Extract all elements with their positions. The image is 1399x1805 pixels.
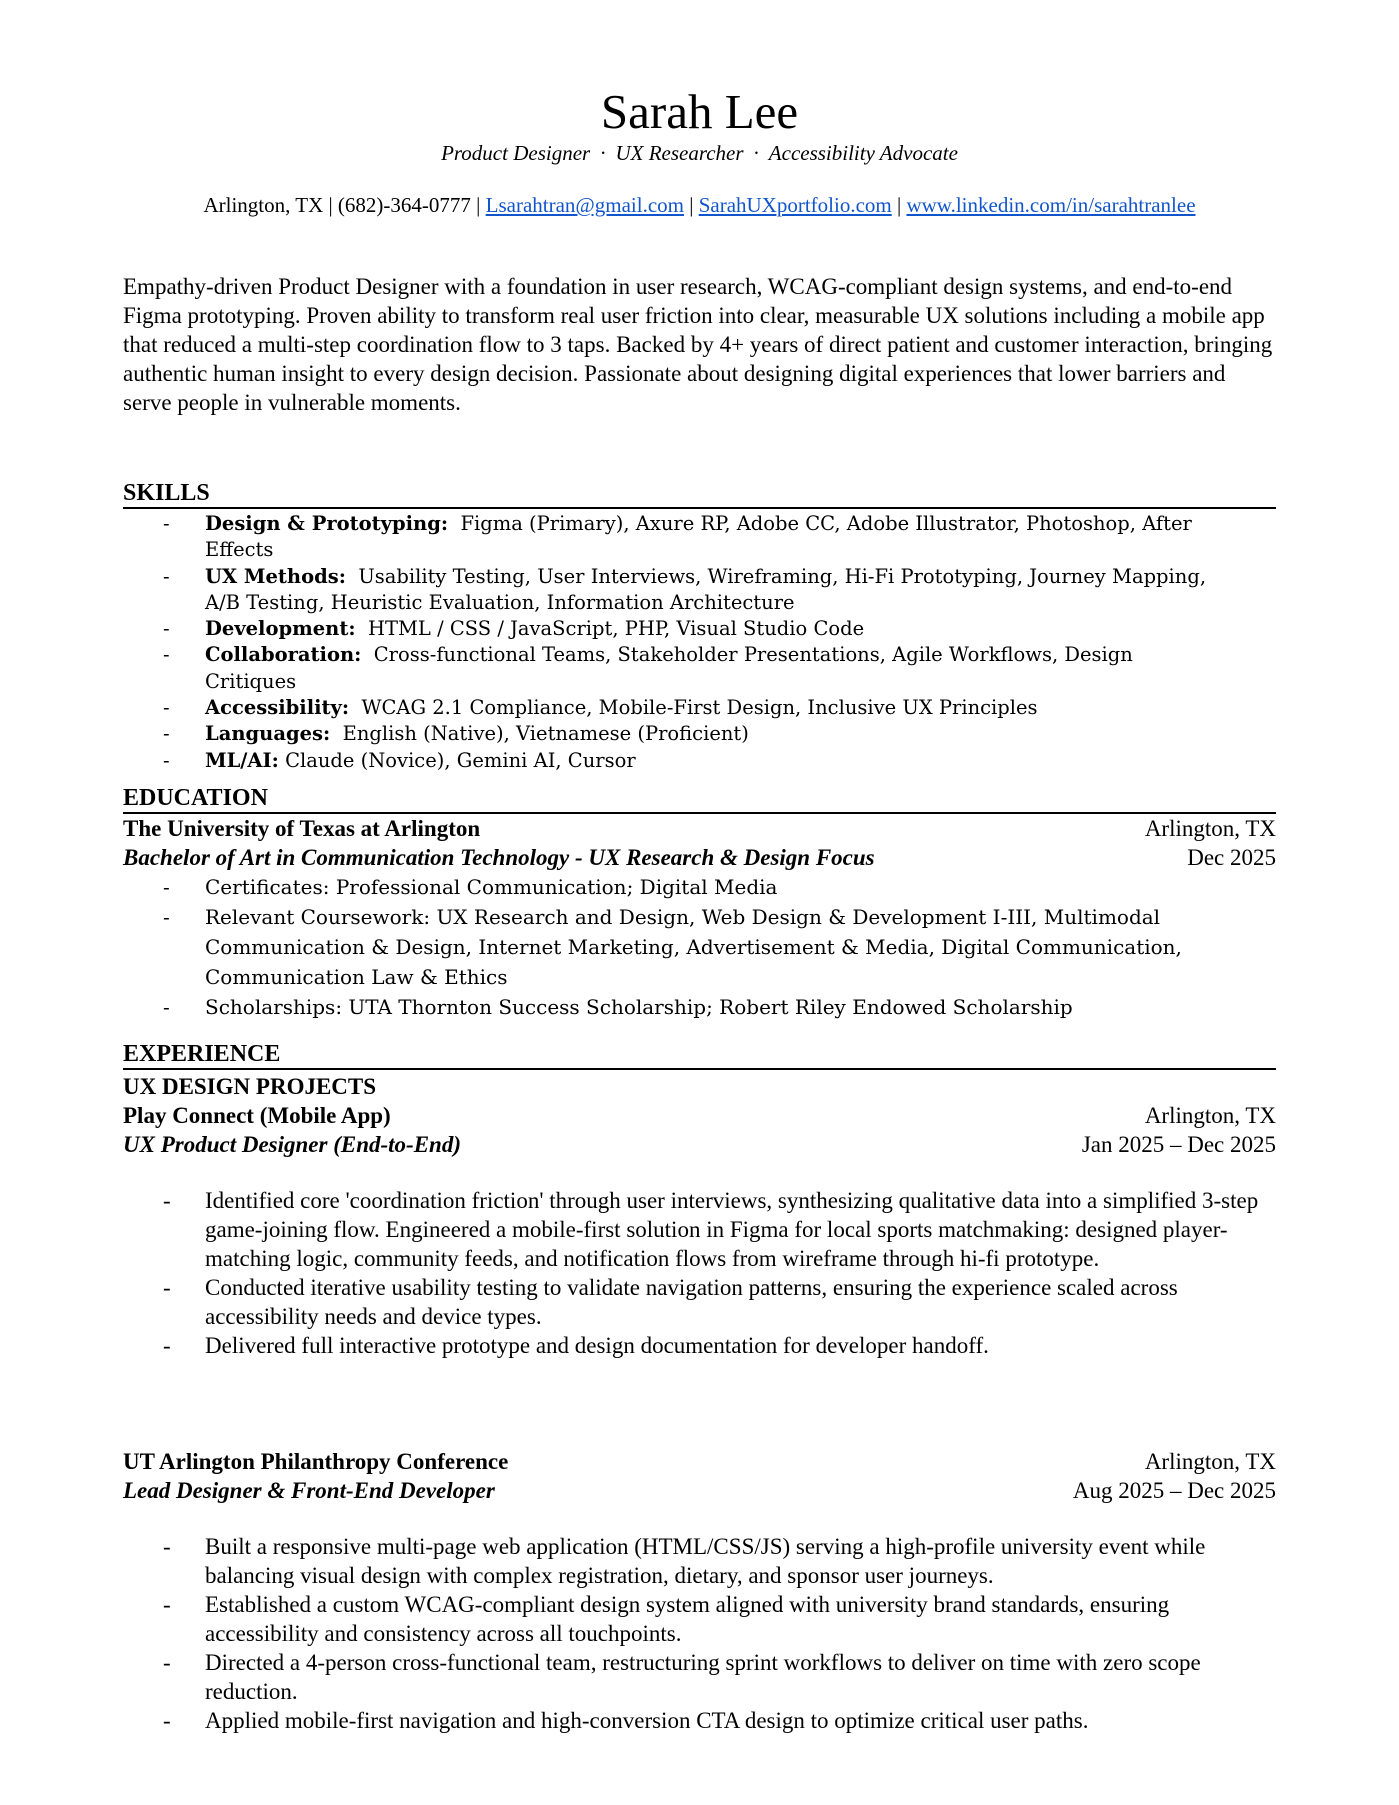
job-bullet-text: Delivered full interactive prototype and design documentation for developer handoff.: [205, 1333, 989, 1358]
job-bullet-text: Applied mobile-first navigation and high-conversion CTA design to optimize critical user paths.: [205, 1708, 1089, 1733]
bullet-dash: -: [163, 1275, 171, 1300]
skill-value: HTML / CSS / JavaScript, PHP, Visual Studio Code: [367, 617, 865, 641]
job-dates: Aug 2025 – Dec 2025: [1072, 1478, 1276, 1503]
job-role: Lead Designer & Front-End Developer: [123, 1478, 495, 1503]
education-school-row: [123, 814, 1276, 843]
email-link[interactable]: Lsarahtran@gmail.com: [485, 193, 684, 217]
bullet-dash: -: [163, 875, 170, 899]
education-item-text: Certificates: Professional Communication; Digital Media: [205, 875, 778, 899]
tagline: [123, 140, 1276, 166]
bullet-dash: -: [163, 1333, 171, 1358]
bullet-dash: -: [163, 512, 170, 535]
job-role-row: [123, 1130, 1276, 1159]
job-location: Arlington, TX: [1144, 1103, 1276, 1128]
job-bullet: [123, 1186, 1276, 1273]
candidate-name: Sarah Lee: [600, 84, 799, 139]
skill-label: Design & Prototyping:: [205, 512, 449, 535]
school-location: Arlington, TX: [1144, 816, 1276, 841]
job-bullet: [123, 1273, 1276, 1331]
job-role: UX Product Designer (End-to-End): [123, 1132, 461, 1157]
bullet-dash: -: [163, 617, 170, 641]
portfolio-link[interactable]: SarahUXportfolio.com: [698, 193, 892, 217]
job-organization: UT Arlington Philanthropy Conference: [123, 1449, 509, 1474]
degree-name: Bachelor of Art in Communication Technology - UX Research & Design Focus: [123, 845, 875, 870]
bullet-dash: -: [163, 696, 170, 720]
graduation-date: Dec 2025: [1187, 845, 1276, 870]
bullet-dash: -: [163, 905, 170, 929]
bullet-dash: -: [163, 564, 170, 588]
skill-label: Collaboration:: [205, 643, 362, 667]
job-bullets: [123, 1186, 1276, 1360]
skill-value: WCAG 2.1 Compliance, Mobile-First Design, Inclusive UX Principles: [361, 696, 1038, 720]
bullet-dash: -: [163, 643, 170, 667]
job-bullet: [123, 1706, 1276, 1735]
education-item: [123, 902, 1276, 992]
skills-heading: SKILLS: [123, 479, 1276, 509]
skill-item: [123, 748, 1276, 774]
contact-divider: |: [891, 193, 907, 217]
skill-value: Cross-functional Teams, Stakeholder Presentations, Agile Workflows, Design Critiques: [205, 643, 1133, 693]
skill-value: Figma (Primary), Axure RP, Adobe CC, Adobe Illustrator, Photoshop, After Effects: [205, 512, 1192, 562]
skill-label: Development:: [205, 617, 356, 641]
contact-divider: |: [683, 193, 699, 217]
job-organization: Play Connect (Mobile App): [123, 1103, 391, 1128]
professional-summary: Empathy-driven Product Designer with a foundation in user research, WCAG-compliant design systems, and end-to-end Figma prototyping. Proven ability to transform real user friction into clear, measurable UX solutions including a mobile app that reduced a multi-step coordination flow to 3 taps. Backed by 4+ years of direct patient and customer interaction, bringing authentic human insight to every design decision. Passionate about designing digital experiences that lower barriers and serve people in vulnerable moments.: [123, 274, 1273, 415]
education-item: [123, 992, 1276, 1022]
skill-value: Claude (Novice), Gemini AI, Cursor: [285, 748, 636, 772]
skill-value: Usability Testing, User Interviews, Wireframing, Hi-Fi Prototyping, Journey Mapping, A/B Testing, Heuristic Evaluation, Information Architecture: [205, 564, 1207, 614]
tagline-separator: ·: [600, 141, 606, 165]
bullet-dash: -: [163, 748, 170, 772]
skill-item: [123, 511, 1276, 564]
skill-item: [123, 616, 1276, 642]
job-bullet: [123, 1648, 1276, 1706]
bullet-dash: -: [163, 1708, 171, 1733]
job-bullet-text: Established a custom WCAG-compliant design system aligned with university brand standards, ensuring accessibility and consistency across all touchpoints.: [205, 1592, 1170, 1646]
tagline-role-2: UX Researcher: [615, 141, 744, 165]
job-location: Arlington, TX: [1144, 1449, 1276, 1474]
job-bullet-text: Built a responsive multi-page web application (HTML/CSS/JS) serving a high-profile university event while balancing visual design with complex registration, dietary, and sponsor user journeys.: [205, 1534, 1206, 1588]
experience-subheading: UX DESIGN PROJECTS: [123, 1074, 377, 1099]
tagline-role-3: Accessibility Advocate: [768, 141, 958, 165]
bullet-dash: -: [163, 1650, 171, 1675]
school-name: The University of Texas at Arlington: [123, 816, 481, 841]
skill-item: [123, 721, 1276, 747]
job-bullets: [123, 1532, 1276, 1735]
skill-label: Accessibility:: [205, 696, 350, 720]
job-role-row: [123, 1476, 1276, 1505]
job-bullet-text: Identified core 'coordination friction' through user interviews, synthesizing qualitative data into a simplified 3-step game-joining flow. Engineered a mobile-first solution in Figma for local sports matchmaking: designed player-matching logic, community feeds, and notification flows from wireframe through hi-fi prototype.: [205, 1188, 1259, 1271]
education-item-text: Scholarships: UTA Thornton Success Scholarship; Robert Riley Endowed Scholarship: [205, 995, 1073, 1019]
education-heading: EDUCATION: [123, 784, 1276, 814]
education-list: [123, 872, 1276, 1022]
job-org-row: [123, 1101, 1276, 1130]
job-bullet-text: Directed a 4-person cross-functional team, restructuring sprint workflows to deliver on time with zero scope reduction.: [205, 1650, 1201, 1704]
bullet-dash: -: [163, 995, 170, 1019]
job-bullet: [123, 1331, 1276, 1360]
linkedin-link[interactable]: www.linkedin.com/in/sarahtranlee: [906, 193, 1196, 217]
education-item: [123, 872, 1276, 902]
skill-value: English (Native), Vietnamese (Proficient): [342, 722, 749, 746]
job-org-row: [123, 1447, 1276, 1476]
skill-item: [123, 642, 1276, 695]
skill-item: [123, 564, 1276, 617]
skills-list: [123, 511, 1276, 774]
bullet-dash: -: [163, 1592, 171, 1617]
job-bullet: [123, 1590, 1276, 1648]
bullet-dash: -: [163, 1188, 171, 1213]
skill-label: UX Methods:: [205, 564, 346, 588]
bullet-dash: -: [163, 1534, 171, 1559]
skill-label: ML/AI:: [205, 748, 279, 772]
experience-heading: EXPERIENCE: [123, 1040, 1276, 1070]
contact-line: [123, 192, 1276, 218]
skill-label: Languages:: [205, 722, 331, 746]
location-phone: Arlington, TX | (682)-364-0777 |: [203, 193, 486, 217]
job-dates: Jan 2025 – Dec 2025: [1081, 1132, 1276, 1157]
education-item-text: Relevant Coursework: UX Research and Design, Web Design & Development I-III, Multimodal Communication & Design, Internet Marketing, Advertisement & Media, Digital Communication, Communication Law & Ethics: [205, 905, 1182, 989]
tagline-role-1: Product Designer: [441, 141, 591, 165]
job-bullet: [123, 1532, 1276, 1590]
education-degree-row: [123, 843, 1276, 872]
bullet-dash: -: [163, 722, 170, 746]
job-bullet-text: Conducted iterative usability testing to validate navigation patterns, ensuring the experience scaled across accessibility needs and device types.: [205, 1275, 1178, 1329]
tagline-separator: ·: [753, 141, 759, 165]
skill-item: [123, 695, 1276, 721]
